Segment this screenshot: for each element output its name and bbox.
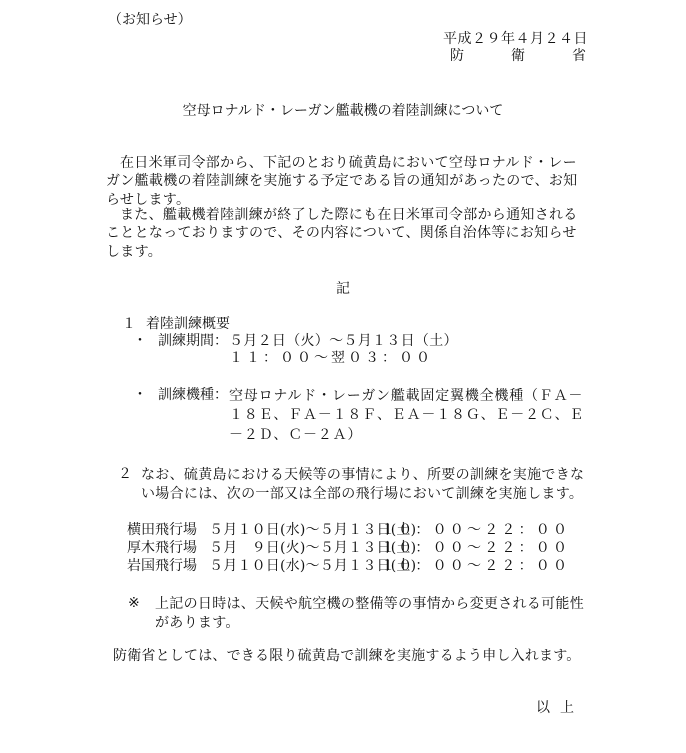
airfield-period: ５月１０日(水)～５月１３日(土): [209, 522, 417, 538]
airfield-period: ５月 ９日(火)～５月１３日(土): [209, 540, 417, 556]
section-2-text: [141, 466, 591, 503]
issuer-ministry: [450, 48, 586, 66]
airfield-time: １０：００～２２：００: [381, 540, 571, 556]
intro-paragraph-2: また、艦載機着陸訓練が終了した際にも在日米軍司令部から通知されることとなっておりますので、その内容について、関係自治体等にお知らせします。: [106, 207, 578, 260]
section-1-number: １: [122, 316, 136, 332]
closing-statement: 防衛省としては、できる限り硫黄島で訓練を実施するよう申し入れます。: [113, 648, 581, 664]
airfield-row: [127, 558, 597, 576]
airfield-period: ５月１０日(水)～５月１３日(土): [209, 558, 417, 574]
airfield-row: [127, 522, 597, 540]
section-2-number: ２: [118, 466, 132, 482]
training-period-dates: ５月２日（火）～５月１３日（土）: [229, 333, 458, 349]
section-2-line: なお、硫黄島における天候等の事情により、所要の訓練を実施できな: [141, 467, 585, 483]
airfield-name: 岩国飛行場: [127, 558, 197, 574]
note-text: 上記の日時は、天候や航空機の整備等の事情から変更される可能性があります。: [155, 596, 584, 631]
issuer-char: 衛: [511, 48, 525, 64]
airfield-name: 厚木飛行場: [127, 540, 197, 556]
document-title: 空母ロナルド・レーガン艦載機の着陸訓練について: [182, 103, 504, 119]
aircraft-type-text: 空母ロナルド・レーガン艦載固定翼機全機種（ＦＡ－１８Ｅ、ＦＡ－１８Ｆ、ＥＡ－１８Ｇ、Ｅ－２Ｃ、Ｅ－２Ｄ、Ｃ－２Ａ）: [229, 388, 585, 443]
document-date: 平成２９年４月２４日: [443, 31, 588, 47]
bullet-icon: ・: [133, 387, 147, 403]
ki-heading: 記: [336, 281, 350, 297]
training-period-time: １１：００～翌０３：００: [229, 350, 433, 366]
end-mark: 以上: [536, 700, 584, 716]
airfield-time: １０：００～２２：００: [381, 522, 571, 538]
airfield-name: 横田飛行場: [127, 522, 197, 538]
airfield-row: [127, 540, 597, 558]
note-mark-icon: ※: [128, 595, 140, 611]
section-1-heading: 着陸訓練概要: [146, 316, 230, 332]
training-period-label: 訓練期間：: [158, 333, 228, 349]
aircraft-type-label: 訓練機種：: [158, 387, 228, 403]
airfield-time: １０：００～２２：００: [381, 558, 571, 574]
issuer-char: 防: [450, 48, 464, 64]
notice-label: （お知らせ）: [108, 12, 192, 28]
section-2-line: い場合には、次の一部又は全部の飛行場において訓練を実施します。: [141, 485, 584, 502]
issuer-char: 省: [572, 48, 586, 64]
intro-paragraph-1: 在日米軍司令部から、下記のとおり硫黄島において空母ロナルド・レーガン艦載機の着陸訓練を実施する予定である旨の通知があったので、お知らせします。: [106, 155, 578, 208]
bullet-icon: ・: [133, 333, 147, 349]
